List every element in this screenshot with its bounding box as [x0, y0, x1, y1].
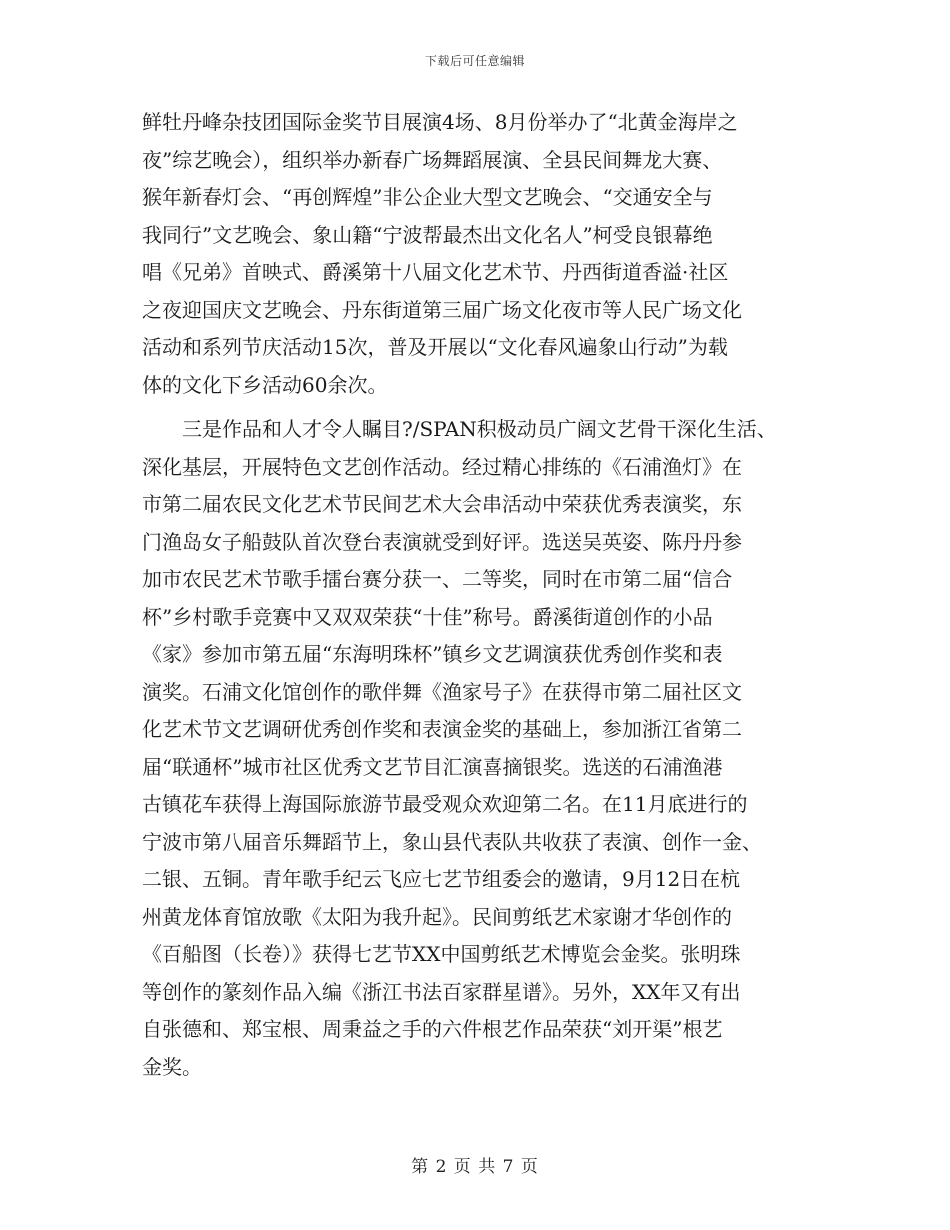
- text-line: 唱《兄弟》首映式、爵溪第十八届文化艺术节、丹西街道香溢·社区: [142, 260, 729, 284]
- text-line: 之夜迎国庆文艺晚会、丹东街道第三届广场文化夜市等人民广场文化: [142, 297, 742, 322]
- text-line: 州黄龙体育馆放歌《太阳为我升起》。民间剪纸艺术家谢才华创作的: [142, 904, 732, 929]
- page-header: 下载后可任意编辑: [424, 54, 525, 68]
- text-line: 宁波市第八届音乐舞蹈节上，象山县代表队共收获了表演、创作一金、: [142, 829, 762, 854]
- text-line: 活动和系列节庆活动15次，普及开展以“文化春风遍象山行动”为载: [142, 335, 728, 359]
- page-number-footer: 第 2 页 共 7 页: [411, 1157, 539, 1177]
- text-line: 杯”乡村歌手竞赛中又双双荣获“十佳”称号。爵溪街道创作的小品: [142, 604, 713, 629]
- text-line: 鲜牡丹峰杂技团国际金奖节目展演4场、8月份举办了“北黄金海岸之: [142, 110, 738, 134]
- text-line: 夜”综艺晚会），组织举办新春广场舞蹈展演、全县民间舞龙大赛、: [142, 147, 723, 172]
- text-line: 演奖。石浦文化馆创作的歌伴舞《渔家号子》在获得市第二届社区文: [142, 679, 742, 704]
- text-line: 二银、五铜。青年歌手纪云飞应七艺节组委会的邀请，9月12日在杭: [142, 867, 741, 891]
- text-line: 《百船图（长卷）》获得七艺节XX中国剪纸艺术博览会金奖。张明珠: [142, 942, 741, 966]
- text-line: 体的文化下乡活动60余次。: [142, 372, 388, 397]
- text-line: 届“联通杯”城市社区优秀文艺节目汇演喜摘银奖。选送的石浦渔港: [142, 754, 723, 779]
- text-line: 自张德和、郑宝根、周秉益之手的六件根艺作品荣获“刘开渠”根艺: [142, 1017, 723, 1041]
- paragraph-start-line: 三是作品和人才令人瞩目?/SPAN积极动员广阔文艺骨干深化生活、: [142, 417, 777, 441]
- text-line: 市第二届农民文化艺术节民间艺术大会串活动中荣获优秀表演奖，东: [142, 492, 742, 516]
- text-line: 深化基层，开展特色文艺创作活动。经过精心排练的《石浦渔灯》在: [142, 454, 742, 479]
- document-body: [142, 104, 810, 1086]
- text-line: 我同行”文艺晚会、象山籍“宁波帮最杰出文化名人”柯受良银幕绝: [142, 222, 713, 247]
- text-line: 猴年新春灯会、“再创辉煌”非公企业大型文艺晚会、“交通安全与: [142, 185, 713, 209]
- text-line: 化艺术节文艺调研优秀创作奖和表演金奖的基础上，参加浙江省第二: [142, 717, 742, 741]
- text-line: 《家》参加市第五届“东海明珠杯”镇乡文艺调演获优秀创作奖和表: [142, 642, 723, 666]
- text-line: 加市农民艺术节歌手擂台赛分获一、二等奖，同时在市第二届“信合: [142, 567, 733, 591]
- text-line: 金奖。: [142, 1054, 202, 1079]
- text-line: 古镇花车获得上海国际旅游节最受观众欢迎第二名。在11月底进行的: [142, 792, 748, 816]
- text-line: 门渔岛女子船鼓队首次登台表演就受到好评。选送吴英姿、陈丹丹参: [142, 529, 742, 554]
- text-line: 等创作的篆刻作品入编《浙江书法百家群星谱》。另外，XX年又有出: [142, 979, 741, 1004]
